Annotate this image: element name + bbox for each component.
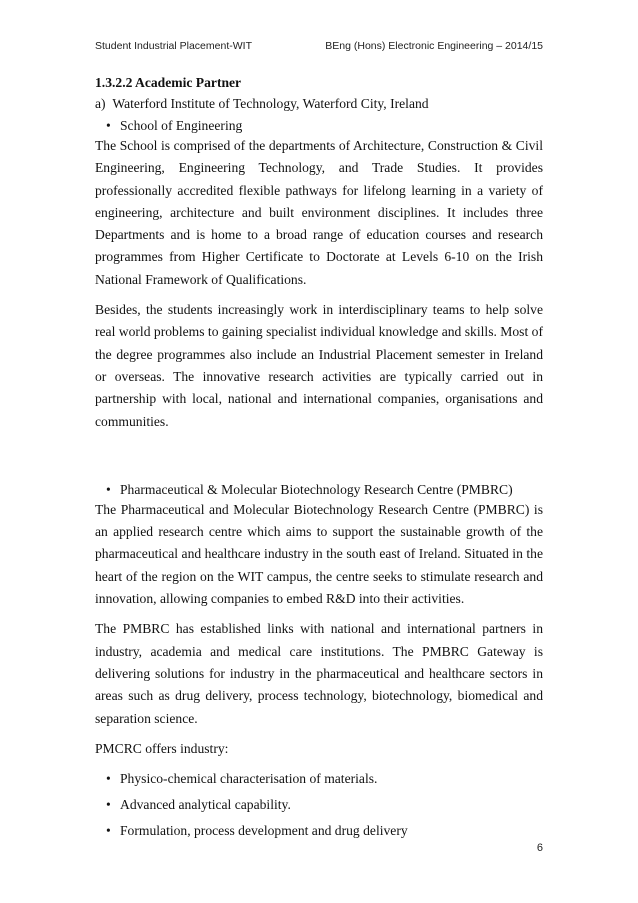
list-item-label: Physico-chemical characterisation of materials. <box>120 770 378 786</box>
page-body <box>95 75 543 840</box>
paragraph-pmbrc-description: The Pharmaceutical and Molecular Biotechnology Research Centre (PMBRC) is an applied research centre which aims to support the sustainable growth of the pharmaceutical and healthcare industry in the south east of Ireland. Situated in the heart of the region on the WIT campus, the centre seeks to stimulate research and innovation, allowing companies to embed R&D into their activities. <box>95 501 543 607</box>
paragraph-school-description: The School is comprised of the departments of Architecture, Construction & Civil Engineering, Engineering Technology, and Trade Studies. It provides professionally accredited flexible pathways for lifelong learning in a variety of engineering, architecture and built environment disciplines. It includes three Departments and is home to a broad range of education courses and research programmes from Higher Certificate to Doctorate at Levels 6-10 on the Irish National Framework of Qualifications. <box>95 138 543 287</box>
page-header <box>95 40 543 56</box>
header-programme-year: BEng (Hons) Electronic Engineering – 2014/15 <box>325 40 543 52</box>
paragraph-students: Besides, the students increasingly work in interdisciplinary teams to help solve real world problems to gaining specialist individual knowledge and skills. Most of the degree programmes also include an Industrial Placement semester in Ireland or overseas. The innovative research activities are typically carried out in partnership with local, national and international companies, organisations and communities. <box>95 302 543 429</box>
header-document-title: Student Industrial Placement-WIT <box>95 40 252 52</box>
offers-intro: PMCRC offers industry: <box>95 740 229 756</box>
bullet-icon: • <box>106 822 111 838</box>
bullet-icon: • <box>106 796 111 812</box>
bullet-item-pmbrc <box>95 481 543 499</box>
bullet-item-label: School of Engineering <box>120 118 243 133</box>
bullet-item-label: Pharmaceutical & Molecular Biotechnology Research Centre (PMBRC) <box>120 481 513 497</box>
bullet-icon: • <box>106 770 111 786</box>
bullet-icon: • <box>106 118 111 133</box>
paragraph-pmbrc-links: The PMBRC has established links with national and international partners in industry, academia and medical care institutions. The PMBRC Gateway is delivering solutions for industry in the pharmaceutical and healthcare sectors in areas such as drug delivery, process technology, biotechnology, biomedical and separation science. <box>95 621 543 726</box>
institution-item: a) Waterford Institute of Technology, Waterford City, Ireland <box>95 96 429 111</box>
bullet-item-school <box>95 117 543 135</box>
section-heading: 1.3.2.2 Academic Partner <box>95 75 242 90</box>
page-number: 6 <box>536 842 543 854</box>
list-item <box>95 796 543 814</box>
list-item-label: Formulation, process development and drug delivery <box>120 822 408 838</box>
list-item <box>95 770 543 788</box>
list-item-label: Advanced analytical capability. <box>120 796 291 812</box>
bullet-icon: • <box>106 481 111 497</box>
list-item <box>95 822 543 840</box>
